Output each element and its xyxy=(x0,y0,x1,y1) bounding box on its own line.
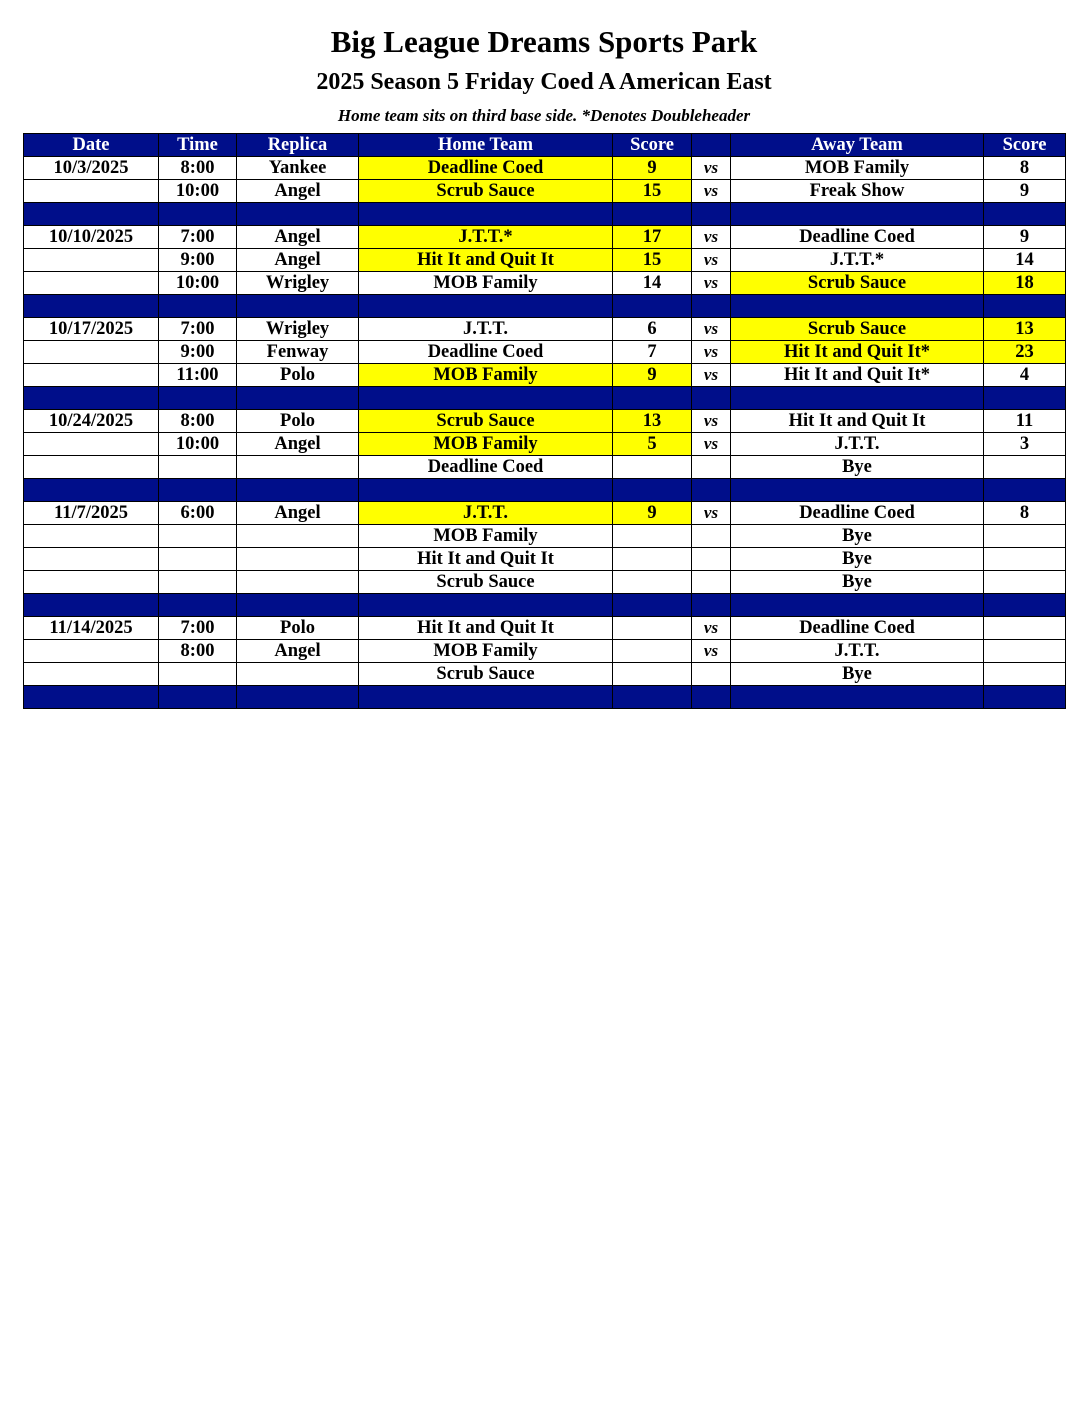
away-team-cell: Scrub Sauce xyxy=(731,272,984,295)
game-row xyxy=(24,502,1066,525)
separator-cell xyxy=(159,295,237,318)
date-cell xyxy=(24,180,159,203)
page-subtitle: 2025 Season 5 Friday Coed A American East xyxy=(316,69,772,95)
separator-cell xyxy=(237,203,359,226)
away-team-cell: Deadline Coed xyxy=(731,226,984,249)
away-score-cell: 11 xyxy=(984,410,1066,433)
away-team-cell: Bye xyxy=(731,456,984,479)
schedule-body xyxy=(24,134,1066,709)
separator-cell xyxy=(613,295,692,318)
time-cell: 9:00 xyxy=(159,341,237,364)
away-team-cell: Hit It and Quit It* xyxy=(731,364,984,387)
away-score-cell: 18 xyxy=(984,272,1066,295)
schedule-table xyxy=(23,133,1066,709)
game-row xyxy=(24,249,1066,272)
separator-row xyxy=(24,686,1066,709)
replica-cell xyxy=(237,571,359,594)
game-row xyxy=(24,571,1066,594)
col-header-away-team: Away Team xyxy=(731,134,984,157)
header-row xyxy=(24,134,1066,157)
replica-cell xyxy=(237,525,359,548)
away-score-cell xyxy=(984,663,1066,686)
home-team-cell: J.T.T. xyxy=(359,318,613,341)
col-header-time: Time xyxy=(159,134,237,157)
home-team-cell: MOB Family xyxy=(359,364,613,387)
separator-cell xyxy=(692,594,731,617)
away-score-cell xyxy=(984,456,1066,479)
vs-cell xyxy=(692,456,731,479)
game-row xyxy=(24,410,1066,433)
away-team-cell: J.T.T.* xyxy=(731,249,984,272)
separator-cell xyxy=(731,203,984,226)
away-team-cell: Bye xyxy=(731,571,984,594)
vs-cell: vs xyxy=(692,249,731,272)
home-score-cell: 7 xyxy=(613,341,692,364)
separator-row xyxy=(24,203,1066,226)
date-cell: 10/3/2025 xyxy=(24,157,159,180)
home-team-cell: Deadline Coed xyxy=(359,157,613,180)
home-score-cell xyxy=(613,525,692,548)
separator-cell xyxy=(731,387,984,410)
home-team-cell: Hit It and Quit It xyxy=(359,548,613,571)
time-cell xyxy=(159,663,237,686)
game-row xyxy=(24,157,1066,180)
separator-cell xyxy=(731,686,984,709)
separator-cell xyxy=(613,479,692,502)
vs-cell xyxy=(692,525,731,548)
replica-cell: Polo xyxy=(237,410,359,433)
time-cell xyxy=(159,571,237,594)
away-score-cell xyxy=(984,617,1066,640)
game-row xyxy=(24,640,1066,663)
separator-row xyxy=(24,594,1066,617)
separator-cell xyxy=(984,686,1066,709)
replica-cell: Angel xyxy=(237,249,359,272)
home-team-cell: Hit It and Quit It xyxy=(359,617,613,640)
date-cell xyxy=(24,249,159,272)
separator-cell xyxy=(692,203,731,226)
home-score-cell xyxy=(613,548,692,571)
separator-cell xyxy=(159,203,237,226)
home-team-cell: Deadline Coed xyxy=(359,341,613,364)
replica-cell: Angel xyxy=(237,433,359,456)
away-team-cell: Hit It and Quit It xyxy=(731,410,984,433)
home-team-cell: MOB Family xyxy=(359,433,613,456)
replica-cell: Angel xyxy=(237,640,359,663)
time-cell: 7:00 xyxy=(159,318,237,341)
away-team-cell: Hit It and Quit It* xyxy=(731,341,984,364)
game-row xyxy=(24,318,1066,341)
time-cell xyxy=(159,548,237,571)
home-score-cell xyxy=(613,617,692,640)
vs-cell: vs xyxy=(692,157,731,180)
home-score-cell: 14 xyxy=(613,272,692,295)
separator-row xyxy=(24,295,1066,318)
separator-cell xyxy=(613,387,692,410)
separator-cell xyxy=(613,686,692,709)
away-score-cell: 9 xyxy=(984,226,1066,249)
game-row xyxy=(24,663,1066,686)
date-cell: 10/17/2025 xyxy=(24,318,159,341)
game-row xyxy=(24,525,1066,548)
separator-cell xyxy=(24,387,159,410)
date-cell xyxy=(24,663,159,686)
replica-cell xyxy=(237,548,359,571)
away-score-cell xyxy=(984,525,1066,548)
separator-cell xyxy=(24,686,159,709)
home-score-cell: 9 xyxy=(613,157,692,180)
time-cell xyxy=(159,525,237,548)
col-header-home-team: Home Team xyxy=(359,134,613,157)
game-row xyxy=(24,180,1066,203)
page-title: Big League Dreams Sports Park xyxy=(330,24,758,59)
vs-cell: vs xyxy=(692,502,731,525)
home-score-cell xyxy=(613,456,692,479)
home-team-cell: Deadline Coed xyxy=(359,456,613,479)
replica-cell xyxy=(237,456,359,479)
date-cell xyxy=(24,456,159,479)
separator-cell xyxy=(692,295,731,318)
time-cell: 8:00 xyxy=(159,157,237,180)
game-row xyxy=(24,226,1066,249)
date-cell: 10/24/2025 xyxy=(24,410,159,433)
home-score-cell xyxy=(613,571,692,594)
home-score-cell: 5 xyxy=(613,433,692,456)
separator-cell xyxy=(359,594,613,617)
home-team-cell: MOB Family xyxy=(359,272,613,295)
separator-cell xyxy=(984,387,1066,410)
replica-cell: Fenway xyxy=(237,341,359,364)
separator-cell xyxy=(692,479,731,502)
separator-cell xyxy=(237,594,359,617)
away-score-cell: 9 xyxy=(984,180,1066,203)
home-score-cell xyxy=(613,640,692,663)
replica-cell: Angel xyxy=(237,180,359,203)
separator-cell xyxy=(984,203,1066,226)
away-score-cell: 8 xyxy=(984,157,1066,180)
vs-cell: vs xyxy=(692,318,731,341)
separator-cell xyxy=(359,295,613,318)
col-header-away-score: Score xyxy=(984,134,1066,157)
separator-cell xyxy=(159,479,237,502)
separator-cell xyxy=(24,295,159,318)
home-score-cell: 17 xyxy=(613,226,692,249)
separator-cell xyxy=(692,686,731,709)
date-cell: 10/10/2025 xyxy=(24,226,159,249)
separator-cell xyxy=(159,387,237,410)
time-cell: 7:00 xyxy=(159,617,237,640)
date-cell xyxy=(24,525,159,548)
home-team-cell: Scrub Sauce xyxy=(359,663,613,686)
home-score-cell: 15 xyxy=(613,180,692,203)
replica-cell: Angel xyxy=(237,226,359,249)
time-cell: 8:00 xyxy=(159,410,237,433)
separator-cell xyxy=(613,594,692,617)
home-team-cell: Hit It and Quit It xyxy=(359,249,613,272)
col-header-home-score: Score xyxy=(613,134,692,157)
away-team-cell: Bye xyxy=(731,548,984,571)
time-cell: 11:00 xyxy=(159,364,237,387)
vs-cell: vs xyxy=(692,226,731,249)
home-team-cell: J.T.T. xyxy=(359,502,613,525)
separator-cell xyxy=(159,594,237,617)
replica-cell xyxy=(237,663,359,686)
away-score-cell: 8 xyxy=(984,502,1066,525)
away-team-cell: Freak Show xyxy=(731,180,984,203)
time-cell: 6:00 xyxy=(159,502,237,525)
separator-cell xyxy=(24,203,159,226)
vs-cell xyxy=(692,663,731,686)
date-cell xyxy=(24,341,159,364)
time-cell: 10:00 xyxy=(159,272,237,295)
separator-cell xyxy=(731,295,984,318)
separator-cell xyxy=(984,479,1066,502)
replica-cell: Yankee xyxy=(237,157,359,180)
date-cell xyxy=(24,364,159,387)
replica-cell: Polo xyxy=(237,617,359,640)
home-team-cell: J.T.T.* xyxy=(359,226,613,249)
replica-cell: Polo xyxy=(237,364,359,387)
vs-cell: vs xyxy=(692,410,731,433)
away-score-cell xyxy=(984,571,1066,594)
game-row xyxy=(24,341,1066,364)
replica-cell: Angel xyxy=(237,502,359,525)
time-cell: 10:00 xyxy=(159,433,237,456)
away-team-cell: Bye xyxy=(731,525,984,548)
date-cell xyxy=(24,433,159,456)
date-cell xyxy=(24,272,159,295)
separator-cell xyxy=(359,203,613,226)
date-cell: 11/14/2025 xyxy=(24,617,159,640)
col-header-date: Date xyxy=(24,134,159,157)
separator-cell xyxy=(159,686,237,709)
home-score-cell: 9 xyxy=(613,502,692,525)
schedule-note: Home team sits on third base side. *Denotes Doubleheader xyxy=(337,106,751,125)
home-team-cell: MOB Family xyxy=(359,640,613,663)
separator-cell xyxy=(984,594,1066,617)
vs-cell: vs xyxy=(692,180,731,203)
vs-cell xyxy=(692,571,731,594)
separator-cell xyxy=(237,479,359,502)
home-score-cell: 9 xyxy=(613,364,692,387)
separator-cell xyxy=(613,203,692,226)
vs-cell: vs xyxy=(692,364,731,387)
time-cell: 7:00 xyxy=(159,226,237,249)
game-row xyxy=(24,364,1066,387)
game-row xyxy=(24,433,1066,456)
away-score-cell: 4 xyxy=(984,364,1066,387)
separator-row xyxy=(24,387,1066,410)
separator-cell xyxy=(359,686,613,709)
col-header-replica: Replica xyxy=(237,134,359,157)
date-cell xyxy=(24,548,159,571)
date-cell: 11/7/2025 xyxy=(24,502,159,525)
home-score-cell: 13 xyxy=(613,410,692,433)
home-score-cell: 15 xyxy=(613,249,692,272)
separator-cell xyxy=(731,479,984,502)
away-team-cell: MOB Family xyxy=(731,157,984,180)
col-header-vs xyxy=(692,134,731,157)
away-team-cell: Scrub Sauce xyxy=(731,318,984,341)
home-team-cell: MOB Family xyxy=(359,525,613,548)
home-team-cell: Scrub Sauce xyxy=(359,180,613,203)
home-score-cell: 6 xyxy=(613,318,692,341)
away-team-cell: J.T.T. xyxy=(731,640,984,663)
separator-cell xyxy=(359,387,613,410)
home-score-cell xyxy=(613,663,692,686)
replica-cell: Wrigley xyxy=(237,318,359,341)
away-score-cell: 3 xyxy=(984,433,1066,456)
separator-cell xyxy=(692,387,731,410)
vs-cell: vs xyxy=(692,433,731,456)
away-score-cell: 14 xyxy=(984,249,1066,272)
separator-cell xyxy=(359,479,613,502)
game-row xyxy=(24,617,1066,640)
time-cell: 8:00 xyxy=(159,640,237,663)
separator-cell xyxy=(237,686,359,709)
away-team-cell: Deadline Coed xyxy=(731,502,984,525)
away-team-cell: Bye xyxy=(731,663,984,686)
separator-cell xyxy=(731,594,984,617)
date-cell xyxy=(24,640,159,663)
time-cell xyxy=(159,456,237,479)
time-cell: 9:00 xyxy=(159,249,237,272)
time-cell: 10:00 xyxy=(159,180,237,203)
separator-cell xyxy=(984,295,1066,318)
away-score-cell xyxy=(984,548,1066,571)
separator-cell xyxy=(237,295,359,318)
separator-cell xyxy=(24,479,159,502)
home-team-cell: Scrub Sauce xyxy=(359,571,613,594)
vs-cell: vs xyxy=(692,341,731,364)
game-row xyxy=(24,272,1066,295)
separator-cell xyxy=(24,594,159,617)
vs-cell xyxy=(692,548,731,571)
vs-cell: vs xyxy=(692,272,731,295)
game-row xyxy=(24,456,1066,479)
vs-cell: vs xyxy=(692,617,731,640)
separator-row xyxy=(24,479,1066,502)
away-score-cell xyxy=(984,640,1066,663)
home-team-cell: Scrub Sauce xyxy=(359,410,613,433)
away-team-cell: J.T.T. xyxy=(731,433,984,456)
replica-cell: Wrigley xyxy=(237,272,359,295)
away-score-cell: 13 xyxy=(984,318,1066,341)
date-cell xyxy=(24,571,159,594)
vs-cell: vs xyxy=(692,640,731,663)
away-team-cell: Deadline Coed xyxy=(731,617,984,640)
game-row xyxy=(24,548,1066,571)
away-score-cell: 23 xyxy=(984,341,1066,364)
separator-cell xyxy=(237,387,359,410)
